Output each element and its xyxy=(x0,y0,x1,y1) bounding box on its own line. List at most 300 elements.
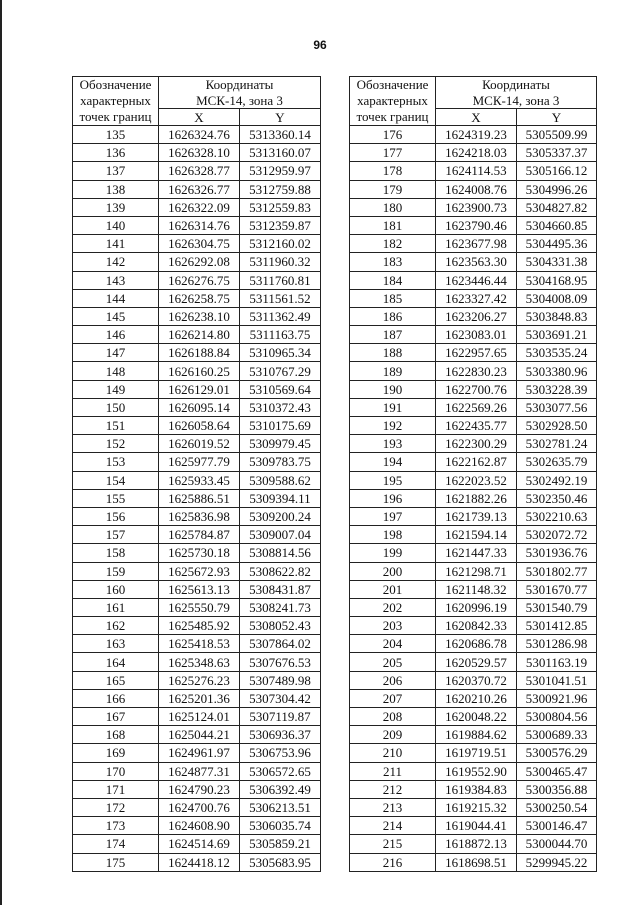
table-row xyxy=(73,562,321,580)
x-coordinate-cell: 1626238.10 xyxy=(159,307,240,325)
y-coordinate-cell: 5310372.43 xyxy=(240,398,321,416)
x-coordinate-cell: 1621447.33 xyxy=(436,544,517,562)
point-id-cell: 185 xyxy=(350,289,436,307)
table-row xyxy=(350,326,597,344)
x-coordinate-cell: 1623900.73 xyxy=(436,198,517,216)
x-coordinate-cell: 1619215.32 xyxy=(436,798,517,816)
x-coordinate-cell: 1623327.42 xyxy=(436,289,517,307)
y-coordinate-cell: 5301670.77 xyxy=(517,580,597,598)
x-coordinate-cell: 1625550.79 xyxy=(159,598,240,616)
point-id-cell: 149 xyxy=(73,380,159,398)
table-row xyxy=(73,762,321,780)
x-coordinate-cell: 1622957.65 xyxy=(436,344,517,362)
y-coordinate-cell: 5301163.19 xyxy=(517,653,597,671)
point-id-cell: 137 xyxy=(73,162,159,180)
x-coordinate-cell: 1618698.51 xyxy=(436,853,517,871)
y-coordinate-cell: 5305859.21 xyxy=(240,835,321,853)
y-coordinate-cell: 5300465.47 xyxy=(517,762,597,780)
table-row xyxy=(73,507,321,525)
x-coordinate-cell: 1625418.53 xyxy=(159,635,240,653)
table-row xyxy=(350,562,597,580)
y-coordinate-cell: 5300146.47 xyxy=(517,817,597,835)
x-coordinate-cell: 1618872.13 xyxy=(436,835,517,853)
y-coordinate-cell: 5303077.56 xyxy=(517,398,597,416)
point-id-cell: 159 xyxy=(73,562,159,580)
table-row xyxy=(73,144,321,162)
point-id-cell: 183 xyxy=(350,253,436,271)
table-row xyxy=(350,835,597,853)
y-coordinate-cell: 5304331.38 xyxy=(517,253,597,271)
point-id-cell: 164 xyxy=(73,653,159,671)
y-coordinate-cell: 5307864.02 xyxy=(240,635,321,653)
x-coordinate-cell: 1620529.57 xyxy=(436,653,517,671)
x-coordinate-cell: 1624790.23 xyxy=(159,780,240,798)
y-coordinate-cell: 5308052.43 xyxy=(240,617,321,635)
table-row xyxy=(73,435,321,453)
y-coordinate-cell: 5312759.88 xyxy=(240,180,321,198)
x-coordinate-cell: 1626326.77 xyxy=(159,180,240,198)
point-id-cell: 204 xyxy=(350,635,436,653)
point-id-cell: 145 xyxy=(73,307,159,325)
table-row xyxy=(350,216,597,234)
table-row xyxy=(73,271,321,289)
y-coordinate-cell: 5300356.88 xyxy=(517,780,597,798)
point-id-cell: 200 xyxy=(350,562,436,580)
point-id-cell: 190 xyxy=(350,380,436,398)
table-row xyxy=(73,726,321,744)
x-coordinate-cell: 1623790.46 xyxy=(436,216,517,234)
y-coordinate-cell: 5307119.87 xyxy=(240,708,321,726)
x-coordinate-cell: 1624218.03 xyxy=(436,144,517,162)
x-coordinate-cell: 1625348.63 xyxy=(159,653,240,671)
point-id-cell: 165 xyxy=(73,671,159,689)
x-coordinate-cell: 1626214.80 xyxy=(159,326,240,344)
table-row xyxy=(350,853,597,871)
y-coordinate-cell: 5308431.87 xyxy=(240,580,321,598)
y-coordinate-cell: 5308241.73 xyxy=(240,598,321,616)
x-coordinate-cell: 1626019.52 xyxy=(159,435,240,453)
y-coordinate-cell: 5302072.72 xyxy=(517,526,597,544)
header-line: характерных xyxy=(80,93,151,108)
table-row xyxy=(350,471,597,489)
table-row xyxy=(350,726,597,744)
y-coordinate-cell: 5309588.62 xyxy=(240,471,321,489)
point-id-cell: 199 xyxy=(350,544,436,562)
point-id-cell: 180 xyxy=(350,198,436,216)
table-row xyxy=(350,635,597,653)
x-coordinate-cell: 1620686.78 xyxy=(436,635,517,653)
table-row xyxy=(350,780,597,798)
table-row xyxy=(350,744,597,762)
y-coordinate-cell: 5309394.11 xyxy=(240,489,321,507)
table-row xyxy=(350,453,597,471)
table-row xyxy=(73,453,321,471)
y-coordinate-cell: 5299945.22 xyxy=(517,853,597,871)
y-coordinate-cell: 5302210.63 xyxy=(517,507,597,525)
y-coordinate-cell: 5313360.14 xyxy=(240,126,321,144)
y-coordinate-cell: 5302928.50 xyxy=(517,417,597,435)
point-id-cell: 205 xyxy=(350,653,436,671)
y-coordinate-cell: 5308814.56 xyxy=(240,544,321,562)
point-id-cell: 177 xyxy=(350,144,436,162)
y-coordinate-cell: 5301540.79 xyxy=(517,598,597,616)
point-id-cell: 175 xyxy=(73,853,159,871)
y-coordinate-cell: 5303848.83 xyxy=(517,307,597,325)
table-row xyxy=(73,853,321,871)
x-coordinate-cell: 1621148.32 xyxy=(436,580,517,598)
table-row xyxy=(350,526,597,544)
x-coordinate-cell: 1620048.22 xyxy=(436,708,517,726)
y-coordinate-cell: 5311561.52 xyxy=(240,289,321,307)
y-coordinate-cell: 5304827.82 xyxy=(517,198,597,216)
x-coordinate-cell: 1625784.87 xyxy=(159,526,240,544)
point-id-cell: 188 xyxy=(350,344,436,362)
x-coordinate-cell: 1626129.01 xyxy=(159,380,240,398)
y-coordinate-cell: 5302635.79 xyxy=(517,453,597,471)
point-id-cell: 135 xyxy=(73,126,159,144)
point-id-cell: 201 xyxy=(350,580,436,598)
point-id-cell: 211 xyxy=(350,762,436,780)
point-id-cell: 172 xyxy=(73,798,159,816)
header-point-designation xyxy=(350,77,436,126)
point-id-cell: 140 xyxy=(73,216,159,234)
x-coordinate-cell: 1620370.72 xyxy=(436,671,517,689)
x-coordinate-cell: 1624418.12 xyxy=(159,853,240,871)
x-coordinate-cell: 1623206.27 xyxy=(436,307,517,325)
table-row xyxy=(350,144,597,162)
header-line: точек границ xyxy=(79,109,152,124)
point-id-cell: 191 xyxy=(350,398,436,416)
y-coordinate-cell: 5303380.96 xyxy=(517,362,597,380)
page-number: 96 xyxy=(313,38,327,52)
x-coordinate-cell: 1625276.23 xyxy=(159,671,240,689)
y-coordinate-cell: 5307304.42 xyxy=(240,689,321,707)
table-row xyxy=(350,307,597,325)
header-coordinate-system: МСК-14, зона 3 xyxy=(436,93,597,109)
x-coordinate-cell: 1626160.25 xyxy=(159,362,240,380)
table-row xyxy=(350,435,597,453)
y-coordinate-cell: 5304996.26 xyxy=(517,180,597,198)
table-row xyxy=(350,344,597,362)
table-row xyxy=(73,344,321,362)
x-coordinate-cell: 1623446.44 xyxy=(436,271,517,289)
point-id-cell: 209 xyxy=(350,726,436,744)
table-row xyxy=(350,198,597,216)
point-id-cell: 141 xyxy=(73,235,159,253)
table-row xyxy=(350,417,597,435)
table-row xyxy=(350,126,597,144)
x-coordinate-cell: 1619044.41 xyxy=(436,817,517,835)
point-id-cell: 216 xyxy=(350,853,436,871)
x-coordinate-cell: 1620842.33 xyxy=(436,617,517,635)
y-coordinate-cell: 5309783.75 xyxy=(240,453,321,471)
point-id-cell: 189 xyxy=(350,362,436,380)
table-row xyxy=(350,762,597,780)
x-coordinate-cell: 1625044.21 xyxy=(159,726,240,744)
x-coordinate-cell: 1621739.13 xyxy=(436,507,517,525)
point-id-cell: 142 xyxy=(73,253,159,271)
table-row xyxy=(73,326,321,344)
table-row xyxy=(73,380,321,398)
y-coordinate-cell: 5302492.19 xyxy=(517,471,597,489)
point-id-cell: 194 xyxy=(350,453,436,471)
y-coordinate-cell: 5304008.09 xyxy=(517,289,597,307)
x-coordinate-cell: 1626322.09 xyxy=(159,198,240,216)
point-id-cell: 169 xyxy=(73,744,159,762)
x-coordinate-cell: 1626188.84 xyxy=(159,344,240,362)
point-id-cell: 187 xyxy=(350,326,436,344)
header-point-designation xyxy=(73,77,159,126)
x-coordinate-cell: 1625886.51 xyxy=(159,489,240,507)
header-coordinates: Координаты xyxy=(436,77,597,93)
y-coordinate-cell: 5311960.32 xyxy=(240,253,321,271)
y-coordinate-cell: 5302350.46 xyxy=(517,489,597,507)
point-id-cell: 158 xyxy=(73,544,159,562)
table-row xyxy=(73,216,321,234)
point-id-cell: 148 xyxy=(73,362,159,380)
x-coordinate-cell: 1623677.98 xyxy=(436,235,517,253)
table-row xyxy=(73,417,321,435)
y-coordinate-cell: 5310965.34 xyxy=(240,344,321,362)
coordinates-table-left xyxy=(72,76,321,872)
point-id-cell: 162 xyxy=(73,617,159,635)
table-row xyxy=(73,162,321,180)
point-id-cell: 198 xyxy=(350,526,436,544)
point-id-cell: 151 xyxy=(73,417,159,435)
y-coordinate-cell: 5301802.77 xyxy=(517,562,597,580)
point-id-cell: 146 xyxy=(73,326,159,344)
x-coordinate-cell: 1626258.75 xyxy=(159,289,240,307)
table-row xyxy=(73,471,321,489)
table-row xyxy=(350,507,597,525)
x-coordinate-cell: 1625485.92 xyxy=(159,617,240,635)
point-id-cell: 166 xyxy=(73,689,159,707)
point-id-cell: 168 xyxy=(73,726,159,744)
table-row xyxy=(73,598,321,616)
point-id-cell: 207 xyxy=(350,689,436,707)
table-row xyxy=(350,544,597,562)
y-coordinate-cell: 5300044.70 xyxy=(517,835,597,853)
x-coordinate-cell: 1625977.79 xyxy=(159,453,240,471)
page-edge-line xyxy=(0,0,2,905)
y-coordinate-cell: 5309979.45 xyxy=(240,435,321,453)
y-coordinate-cell: 5307489.98 xyxy=(240,671,321,689)
table-row xyxy=(73,817,321,835)
table-row xyxy=(350,380,597,398)
table-row xyxy=(73,289,321,307)
point-id-cell: 138 xyxy=(73,180,159,198)
table-row xyxy=(73,798,321,816)
table-row xyxy=(350,362,597,380)
x-coordinate-cell: 1622700.76 xyxy=(436,380,517,398)
point-id-cell: 203 xyxy=(350,617,436,635)
y-coordinate-cell: 5301286.98 xyxy=(517,635,597,653)
point-id-cell: 202 xyxy=(350,598,436,616)
x-coordinate-cell: 1624877.31 xyxy=(159,762,240,780)
header-line: Обозначение xyxy=(356,77,429,92)
y-coordinate-cell: 5305683.95 xyxy=(240,853,321,871)
x-coordinate-cell: 1624608.90 xyxy=(159,817,240,835)
y-coordinate-cell: 5311163.75 xyxy=(240,326,321,344)
x-coordinate-cell: 1620996.19 xyxy=(436,598,517,616)
table-row xyxy=(73,708,321,726)
header-x: X xyxy=(436,109,517,126)
point-id-cell: 206 xyxy=(350,671,436,689)
y-coordinate-cell: 5306936.37 xyxy=(240,726,321,744)
x-coordinate-cell: 1622830.23 xyxy=(436,362,517,380)
point-id-cell: 196 xyxy=(350,489,436,507)
x-coordinate-cell: 1621882.26 xyxy=(436,489,517,507)
header-y: Y xyxy=(240,109,321,126)
table-row xyxy=(350,271,597,289)
x-coordinate-cell: 1623083.01 xyxy=(436,326,517,344)
point-id-cell: 154 xyxy=(73,471,159,489)
y-coordinate-cell: 5312359.87 xyxy=(240,216,321,234)
table-row xyxy=(350,689,597,707)
x-coordinate-cell: 1621298.71 xyxy=(436,562,517,580)
point-id-cell: 192 xyxy=(350,417,436,435)
header-line: точек границ xyxy=(356,109,429,124)
x-coordinate-cell: 1625201.36 xyxy=(159,689,240,707)
y-coordinate-cell: 5311362.49 xyxy=(240,307,321,325)
x-coordinate-cell: 1625933.45 xyxy=(159,471,240,489)
point-id-cell: 150 xyxy=(73,398,159,416)
y-coordinate-cell: 5300576.29 xyxy=(517,744,597,762)
table-row xyxy=(73,671,321,689)
table-row xyxy=(73,744,321,762)
y-coordinate-cell: 5306213.51 xyxy=(240,798,321,816)
x-coordinate-cell: 1625836.98 xyxy=(159,507,240,525)
y-coordinate-cell: 5312559.83 xyxy=(240,198,321,216)
point-id-cell: 156 xyxy=(73,507,159,525)
y-coordinate-cell: 5304660.85 xyxy=(517,216,597,234)
point-id-cell: 160 xyxy=(73,580,159,598)
x-coordinate-cell: 1624114.53 xyxy=(436,162,517,180)
point-id-cell: 170 xyxy=(73,762,159,780)
table-row xyxy=(73,835,321,853)
y-coordinate-cell: 5301936.76 xyxy=(517,544,597,562)
y-coordinate-cell: 5303228.39 xyxy=(517,380,597,398)
point-id-cell: 214 xyxy=(350,817,436,835)
point-id-cell: 157 xyxy=(73,526,159,544)
table-row xyxy=(73,235,321,253)
x-coordinate-cell: 1626304.75 xyxy=(159,235,240,253)
table-row xyxy=(73,398,321,416)
x-coordinate-cell: 1624700.76 xyxy=(159,798,240,816)
table-row xyxy=(73,580,321,598)
y-coordinate-cell: 5300250.54 xyxy=(517,798,597,816)
point-id-cell: 186 xyxy=(350,307,436,325)
point-id-cell: 210 xyxy=(350,744,436,762)
point-id-cell: 193 xyxy=(350,435,436,453)
table-row xyxy=(350,289,597,307)
point-id-cell: 153 xyxy=(73,453,159,471)
x-coordinate-cell: 1622569.26 xyxy=(436,398,517,416)
y-coordinate-cell: 5311760.81 xyxy=(240,271,321,289)
header-coordinates: Координаты xyxy=(159,77,321,93)
coordinates-table-right xyxy=(349,76,597,872)
y-coordinate-cell: 5310175.69 xyxy=(240,417,321,435)
x-coordinate-cell: 1625124.01 xyxy=(159,708,240,726)
table-row xyxy=(73,253,321,271)
y-coordinate-cell: 5305509.99 xyxy=(517,126,597,144)
point-id-cell: 136 xyxy=(73,144,159,162)
y-coordinate-cell: 5306572.65 xyxy=(240,762,321,780)
header-line: Обозначение xyxy=(79,77,152,92)
table-row xyxy=(73,180,321,198)
x-coordinate-cell: 1624319.23 xyxy=(436,126,517,144)
y-coordinate-cell: 5307676.53 xyxy=(240,653,321,671)
table-row xyxy=(350,162,597,180)
x-coordinate-cell: 1626314.76 xyxy=(159,216,240,234)
x-coordinate-cell: 1622300.29 xyxy=(436,435,517,453)
table-row xyxy=(350,708,597,726)
point-id-cell: 213 xyxy=(350,798,436,816)
y-coordinate-cell: 5312160.02 xyxy=(240,235,321,253)
y-coordinate-cell: 5306753.96 xyxy=(240,744,321,762)
x-coordinate-cell: 1626276.75 xyxy=(159,271,240,289)
y-coordinate-cell: 5300921.96 xyxy=(517,689,597,707)
x-coordinate-cell: 1625613.13 xyxy=(159,580,240,598)
y-coordinate-cell: 5304168.95 xyxy=(517,271,597,289)
x-coordinate-cell: 1619719.51 xyxy=(436,744,517,762)
x-coordinate-cell: 1626324.76 xyxy=(159,126,240,144)
x-coordinate-cell: 1619884.62 xyxy=(436,726,517,744)
point-id-cell: 208 xyxy=(350,708,436,726)
table-row xyxy=(350,617,597,635)
point-id-cell: 155 xyxy=(73,489,159,507)
x-coordinate-cell: 1626058.64 xyxy=(159,417,240,435)
header-y: Y xyxy=(517,109,597,126)
y-coordinate-cell: 5305337.37 xyxy=(517,144,597,162)
x-coordinate-cell: 1624008.76 xyxy=(436,180,517,198)
y-coordinate-cell: 5309007.04 xyxy=(240,526,321,544)
header-coordinate-system: МСК-14, зона 3 xyxy=(159,93,321,109)
point-id-cell: 143 xyxy=(73,271,159,289)
header-x: X xyxy=(159,109,240,126)
y-coordinate-cell: 5308622.82 xyxy=(240,562,321,580)
y-coordinate-cell: 5310569.64 xyxy=(240,380,321,398)
y-coordinate-cell: 5306035.74 xyxy=(240,817,321,835)
y-coordinate-cell: 5304495.36 xyxy=(517,235,597,253)
point-id-cell: 173 xyxy=(73,817,159,835)
point-id-cell: 178 xyxy=(350,162,436,180)
y-coordinate-cell: 5305166.12 xyxy=(517,162,597,180)
x-coordinate-cell: 1622435.77 xyxy=(436,417,517,435)
table-row xyxy=(73,526,321,544)
point-id-cell: 197 xyxy=(350,507,436,525)
table-row xyxy=(350,253,597,271)
x-coordinate-cell: 1622023.52 xyxy=(436,471,517,489)
header-line: характерных xyxy=(357,93,428,108)
x-coordinate-cell: 1626095.14 xyxy=(159,398,240,416)
table-row xyxy=(73,689,321,707)
point-id-cell: 139 xyxy=(73,198,159,216)
x-coordinate-cell: 1622162.87 xyxy=(436,453,517,471)
table-row xyxy=(73,198,321,216)
y-coordinate-cell: 5303691.21 xyxy=(517,326,597,344)
point-id-cell: 174 xyxy=(73,835,159,853)
point-id-cell: 167 xyxy=(73,708,159,726)
point-id-cell: 181 xyxy=(350,216,436,234)
y-coordinate-cell: 5306392.49 xyxy=(240,780,321,798)
point-id-cell: 171 xyxy=(73,780,159,798)
point-id-cell: 176 xyxy=(350,126,436,144)
x-coordinate-cell: 1621594.14 xyxy=(436,526,517,544)
table-row xyxy=(73,362,321,380)
table-row xyxy=(350,180,597,198)
table-row xyxy=(350,653,597,671)
